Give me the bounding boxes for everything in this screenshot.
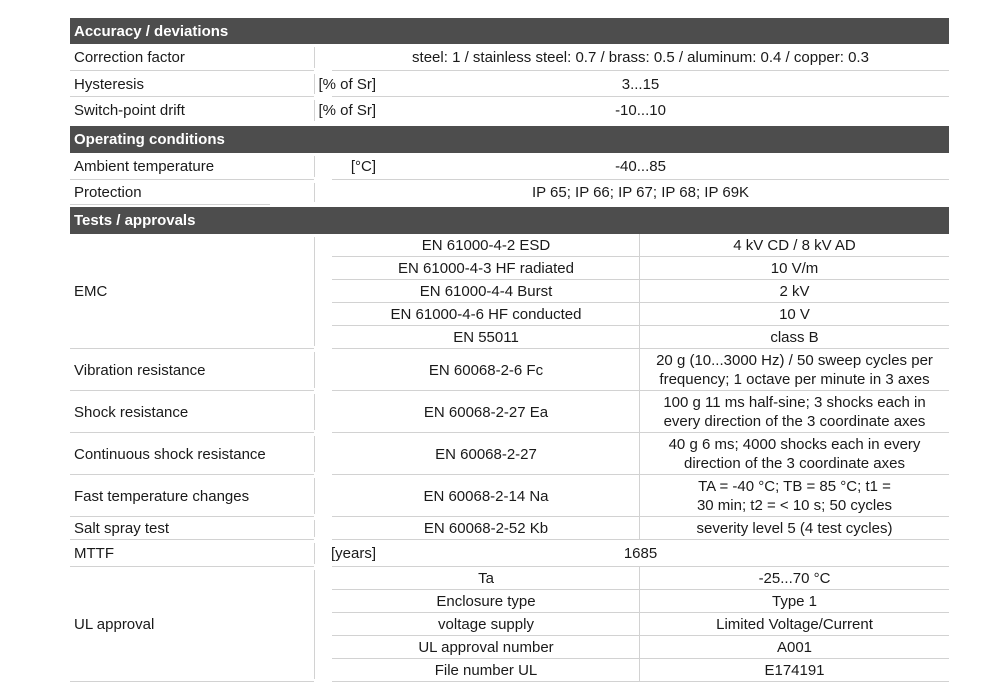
emc-standard: EN 61000-4-2 ESD bbox=[421, 237, 551, 254]
row-label: Salt spray test bbox=[74, 520, 170, 537]
row-label: Continuous shock resistance bbox=[74, 445, 266, 463]
ul-value: Type 1 bbox=[771, 593, 818, 610]
row-value bbox=[640, 433, 949, 475]
table-row-ambient-temperature bbox=[70, 153, 949, 180]
value-line: 40 g 6 ms; 4000 shocks each in every bbox=[668, 436, 921, 453]
emc-value: 10 V bbox=[779, 306, 810, 323]
value-line: 100 g 11 ms half-sine; 3 shocks each in bbox=[663, 394, 926, 411]
section-title: Operating conditions bbox=[74, 131, 225, 148]
spec-table bbox=[70, 18, 949, 682]
table-row-switch-point-drift bbox=[70, 97, 949, 124]
row-standard: EN 60068-2-14 Na bbox=[423, 487, 549, 505]
ul-value: Limited Voltage/Current bbox=[716, 616, 873, 633]
row-label: Vibration resistance bbox=[74, 361, 206, 379]
table-row-protection bbox=[70, 180, 949, 205]
table-row-salt-spray-test bbox=[70, 517, 949, 540]
row-unit: [% of Sr] bbox=[318, 102, 376, 119]
ul-key: Ta bbox=[478, 570, 494, 587]
row-label: Protection bbox=[74, 184, 142, 201]
row-label: Switch-point drift bbox=[74, 102, 185, 119]
row-value bbox=[640, 349, 949, 391]
table-row-correction-factor bbox=[70, 44, 949, 71]
row-label: Shock resistance bbox=[74, 403, 189, 421]
ul-key: Enclosure type bbox=[436, 593, 536, 610]
ul-value: A001 bbox=[776, 639, 813, 656]
row-value: 1685 bbox=[623, 545, 658, 562]
emc-standard: EN 55011 bbox=[453, 329, 519, 346]
value-line: 30 min; t2 = < 10 s; 50 cycles bbox=[696, 497, 893, 514]
row-label: Fast temperature changes bbox=[74, 487, 250, 505]
row-standard: EN 60068-2-27 bbox=[435, 445, 537, 463]
table-row-continuous-shock-resistance bbox=[70, 433, 949, 475]
table-row-fast-temperature-changes bbox=[70, 475, 949, 517]
row-unit: [°C] bbox=[350, 158, 376, 175]
value-line: 20 g (10...3000 Hz) / 50 sweep cycles per bbox=[656, 352, 933, 369]
row-label: Correction factor bbox=[74, 49, 185, 66]
row-value: 3...15 bbox=[621, 75, 660, 93]
value-line: TA = -40 °C; TB = 85 °C; t1 = bbox=[698, 478, 891, 495]
row-value bbox=[640, 391, 949, 433]
row-value: IP 65; IP 66; IP 67; IP 68; IP 69K bbox=[531, 184, 750, 201]
table-group-ul-approval bbox=[70, 567, 949, 682]
row-label: Hysteresis bbox=[74, 75, 145, 93]
emc-standard: EN 61000-4-4 Burst bbox=[419, 283, 553, 300]
ul-key: UL approval number bbox=[418, 639, 554, 656]
table-row-vibration-resistance bbox=[70, 349, 949, 391]
section-title: Accuracy / deviations bbox=[74, 22, 229, 40]
ul-value: E174191 bbox=[764, 662, 825, 679]
table-row-hysteresis bbox=[70, 71, 949, 97]
row-unit: [% of Sr] bbox=[318, 75, 376, 93]
value-line: every direction of the 3 coordinate axes bbox=[663, 413, 926, 430]
emc-value: 2 kV bbox=[779, 283, 810, 300]
emc-value: class B bbox=[770, 329, 819, 346]
row-value: severity level 5 (4 test cycles) bbox=[696, 520, 893, 537]
ul-value: -25...70 °C bbox=[758, 570, 831, 587]
row-value: -40...85 bbox=[615, 158, 666, 175]
row-standard: EN 60068-2-52 Kb bbox=[423, 520, 549, 537]
emc-standard: EN 61000-4-6 HF conducted bbox=[390, 306, 582, 323]
ul-key: voltage supply bbox=[438, 616, 534, 633]
ul-key: File number UL bbox=[434, 662, 538, 679]
emc-value: 4 kV CD / 8 kV AD bbox=[733, 237, 856, 254]
section-header-operating bbox=[70, 126, 949, 153]
row-label: UL approval bbox=[74, 616, 155, 633]
table-group-emc bbox=[70, 234, 949, 349]
emc-value: 10 V/m bbox=[770, 260, 819, 277]
section-header-accuracy bbox=[70, 18, 949, 44]
row-value: -10...10 bbox=[615, 102, 666, 119]
value-line: direction of the 3 coordinate axes bbox=[684, 455, 905, 472]
row-value: steel: 1 / stainless steel: 0.7 / brass: 0.5 / aluminum: 0.4 / copper: 0.3 bbox=[412, 49, 869, 66]
row-label: EMC bbox=[74, 283, 108, 300]
section-header-tests bbox=[70, 207, 949, 234]
section-title: Tests / approvals bbox=[74, 212, 196, 229]
table-row-shock-resistance bbox=[70, 391, 949, 433]
emc-standard: EN 61000-4-3 HF radiated bbox=[398, 260, 574, 277]
row-value bbox=[640, 475, 949, 517]
value-line: frequency; 1 octave per minute in 3 axes bbox=[659, 371, 930, 388]
table-row-mttf bbox=[70, 540, 949, 567]
row-label: MTTF bbox=[74, 545, 114, 562]
row-unit: [years] bbox=[330, 545, 376, 562]
row-standard: EN 60068-2-27 Ea bbox=[423, 403, 549, 421]
row-standard: EN 60068-2-6 Fc bbox=[428, 361, 544, 379]
row-label: Ambient temperature bbox=[74, 158, 215, 175]
